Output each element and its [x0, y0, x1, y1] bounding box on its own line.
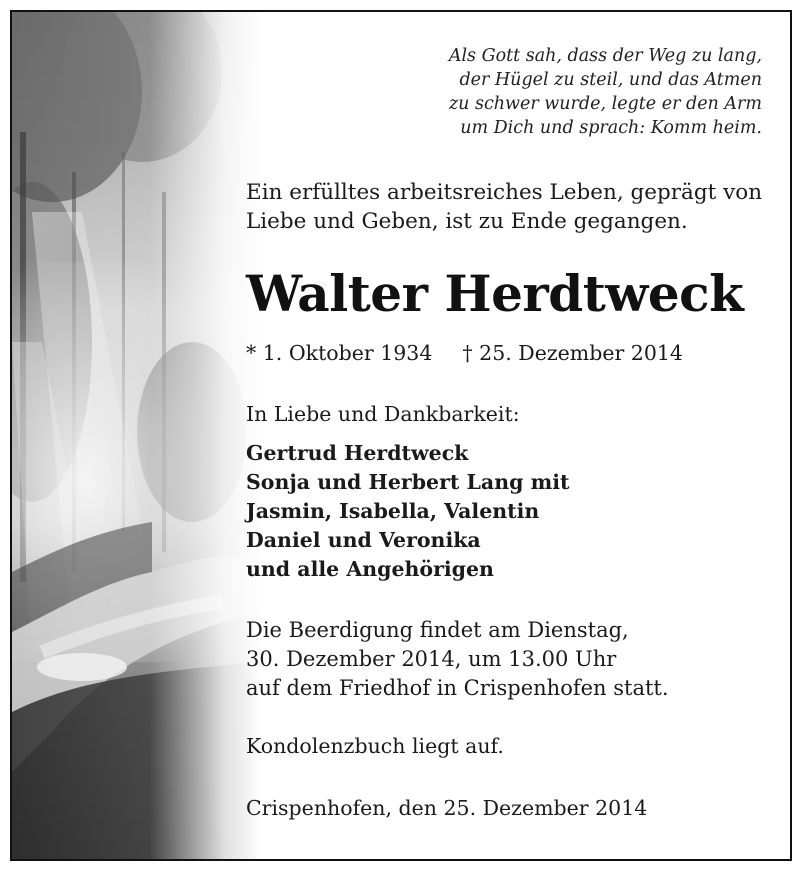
mourner: Sonja und Herbert Lang mit [246, 470, 570, 494]
poem-line: der Hügel zu steil, und das Atmen [459, 70, 762, 90]
forest-path-image [12, 12, 262, 859]
intro-text [246, 178, 762, 236]
funeral-line: Die Beerdigung findet am Dienstag, [246, 618, 629, 642]
mourners-list [246, 439, 570, 584]
deceased-name: Walter Herdtweck [246, 264, 744, 323]
poem-line: zu schwer wurde, legte er den Arm [448, 94, 762, 114]
condolence-note: Kondolenzbuch liegt auf. [246, 734, 504, 758]
funeral-info [246, 616, 669, 703]
birth-date: * 1. Oktober 1934 [246, 341, 433, 365]
death-date: † 25. Dezember 2014 [462, 341, 683, 365]
intro-line: Liebe und Geben, ist zu Ende gegangen. [246, 209, 688, 234]
thanks-line: In Liebe und Dankbarkeit: [246, 402, 520, 426]
poem-line: um Dich und sprach: Komm heim. [460, 118, 762, 138]
life-dates [246, 341, 683, 365]
intro-line: Ein erfülltes arbeitsreiches Leben, geprägt von [246, 180, 763, 205]
mourner: Gertrud Herdtweck [246, 441, 469, 465]
funeral-line: auf dem Friedhof in Crispenhofen statt. [246, 676, 669, 700]
mourner: Daniel und Veronika [246, 528, 481, 552]
place-date: Crispenhofen, den 25. Dezember 2014 [246, 796, 648, 820]
mourner: und alle Angehörigen [246, 557, 494, 581]
poem [449, 44, 762, 140]
poem-line: Als Gott sah, dass der Weg zu lang, [448, 46, 762, 66]
obituary-frame [10, 10, 792, 861]
mourner: Jasmin, Isabella, Valentin [246, 499, 540, 523]
funeral-line: 30. Dezember 2014, um 13.00 Uhr [246, 647, 617, 671]
